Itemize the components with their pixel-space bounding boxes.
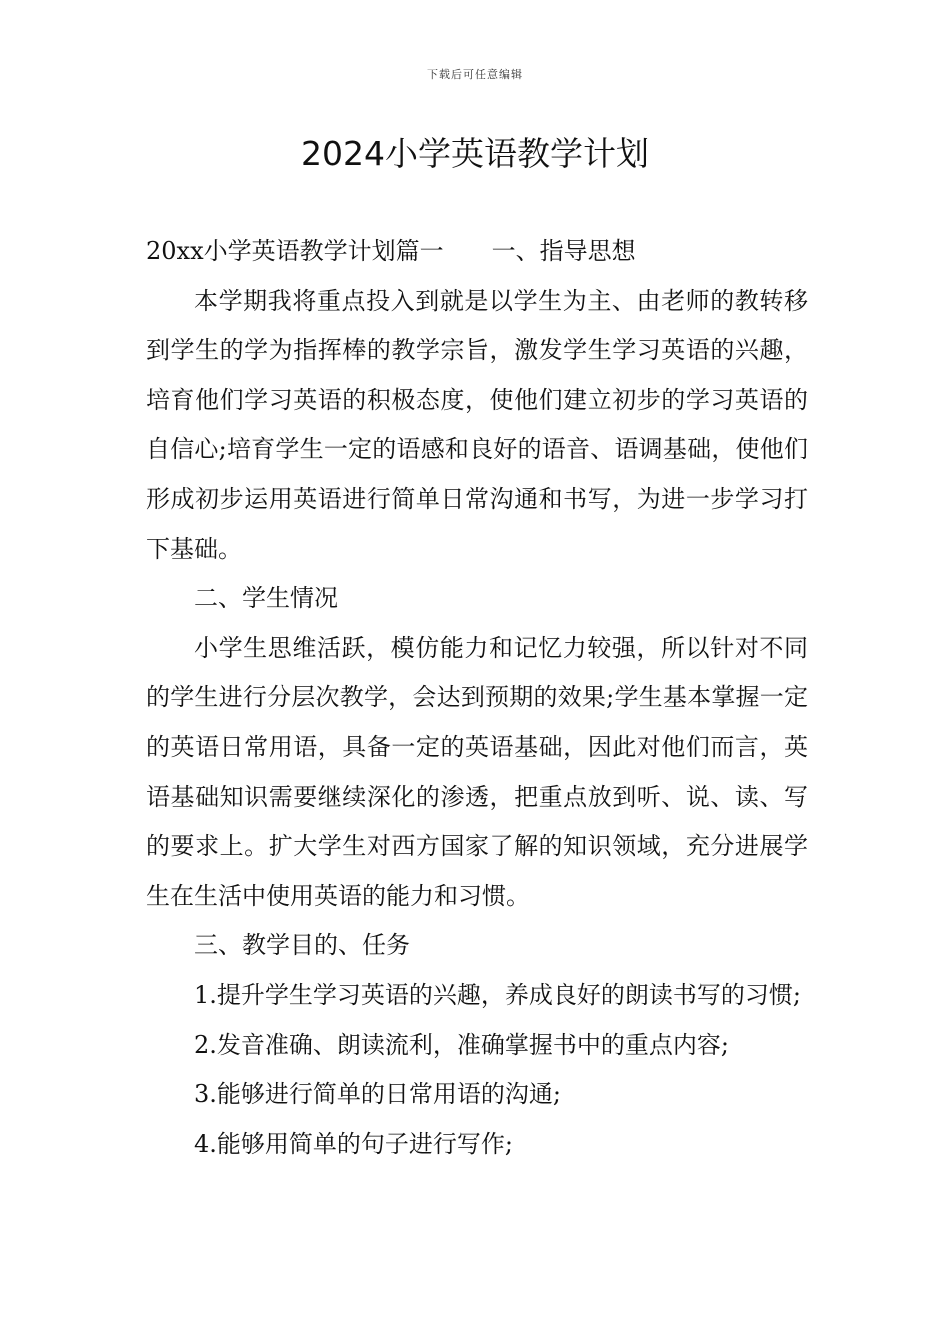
document-title: 2024小学英语教学计划 xyxy=(301,134,649,173)
goal-item-3: 3.能够进行简单的日常用语的沟通; xyxy=(194,1080,561,1109)
section2-heading: 二、学生情况 xyxy=(194,584,338,613)
intro-line xyxy=(146,227,808,277)
section2-paragraph: 小学生思维活跃，模仿能力和记忆力较强，所以针对不同的学生进行分层次教学，会达到预期的效果;学生基本掌握一定的英语日常用语，具备一定的英语基础，因此对他们而言，英语基础知识需要继续深化的渗透，把重点放到听、说、读、写的要求上。扩大学生对西方国家了解的知识领域，充分进展学生在生活中使用英语的能力和习惯。 xyxy=(146,633,808,910)
section1-heading: 一、指导思想 xyxy=(491,237,636,265)
section3-heading: 三、教学目的、任务 xyxy=(194,931,410,960)
goal-item-2: 2.发音准确、朗读流利，准确掌握书中的重点内容; xyxy=(194,1030,729,1059)
intro-heading: 20xx小学英语教学计划篇一 xyxy=(146,237,444,265)
document-body xyxy=(146,227,808,1169)
header-note: 下载后可任意编辑 xyxy=(427,68,523,81)
section1-paragraph: 本学期我将重点投入到就是以学生为主、由老师的教转移到学生的学为指挥棒的教学宗旨，激发学生学习英语的兴趣，培育他们学习英语的积极态度，使他们建立初步的学习英语的自信心;培育学生一定的语感和良好的语音、语调基础，使他们形成初步运用英语进行简单日常沟通和书写，为进一步学习打下基础。 xyxy=(146,286,808,563)
goal-item-4: 4.能够用简单的句子进行写作; xyxy=(194,1129,513,1158)
goal-item-1: 1.提升学生学习英语的兴趣，养成良好的朗读书写的习惯; xyxy=(194,980,801,1009)
